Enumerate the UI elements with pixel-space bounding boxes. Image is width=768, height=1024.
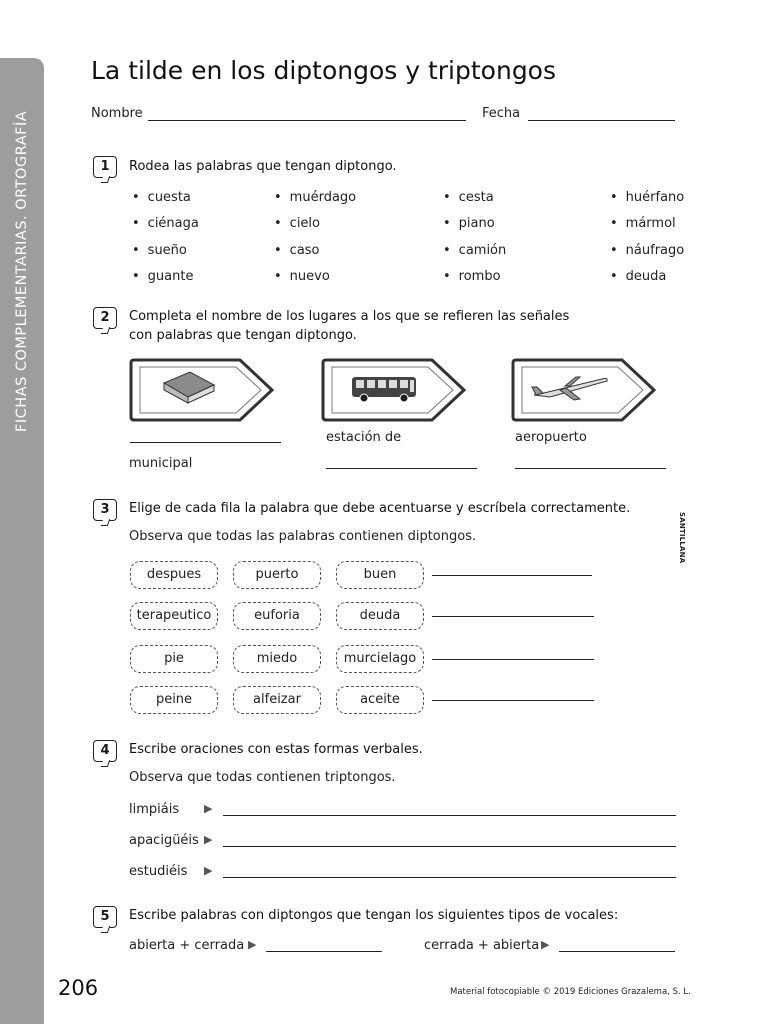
answer-line-municipal[interactable] xyxy=(130,442,281,443)
list-item[interactable]: • cielo xyxy=(274,211,356,237)
book-sign xyxy=(128,357,276,423)
label-municipal: municipal xyxy=(129,456,193,471)
verb-label: apacigüéis xyxy=(129,833,199,848)
exercise-2-instruction xyxy=(129,307,569,345)
page-title: La tilde en los diptongos y triptongos xyxy=(91,56,557,85)
arrow-right-icon: ▶ xyxy=(541,938,550,951)
bus-sign xyxy=(320,357,468,423)
answer-line-aeropuerto[interactable] xyxy=(515,468,666,469)
exercise-3-number: 3 xyxy=(93,499,117,521)
list-item[interactable]: • piano xyxy=(443,211,506,237)
exercise-1-column-1 xyxy=(132,185,199,290)
airplane-sign xyxy=(510,357,658,423)
word-option[interactable]: deuda xyxy=(336,602,424,630)
arrow-right-icon: ▶ xyxy=(204,802,213,815)
list-item[interactable]: • muérdago xyxy=(274,185,356,211)
list-item[interactable]: • caso xyxy=(274,238,356,264)
answer-line-right[interactable] xyxy=(559,951,675,952)
exercise-1-column-4 xyxy=(610,185,684,290)
word-option[interactable]: alfeizar xyxy=(233,686,321,714)
word-option[interactable]: euforia xyxy=(233,602,321,630)
sidebar-label: FICHAS COMPLEMENTARIAS. ORTOGRAFÍA xyxy=(14,110,30,432)
list-item[interactable]: • guante xyxy=(132,264,199,290)
word-option[interactable]: puerto xyxy=(233,561,321,589)
list-item[interactable]: • ciénaga xyxy=(132,211,199,237)
word-option[interactable]: despues xyxy=(130,561,218,589)
sentence-line[interactable] xyxy=(223,877,676,878)
list-item[interactable]: • cuesta xyxy=(132,185,199,211)
word-option[interactable]: pie xyxy=(130,645,218,673)
word-option[interactable]: terapeutico xyxy=(130,602,218,630)
label-estacion: estación de xyxy=(326,430,402,445)
left-vowel-type: abierta + cerrada xyxy=(129,938,245,953)
exercise-4-note: Observa que todas contienen triptongos. xyxy=(129,770,396,785)
verb-label: limpiáis xyxy=(129,802,180,817)
sentence-line[interactable] xyxy=(223,846,676,847)
exercise-1-number: 1 xyxy=(93,156,117,178)
list-item[interactable]: • mármol xyxy=(610,211,684,237)
verb-label: estudiéis xyxy=(129,864,188,879)
exercise-3-instruction: Elige de cada fila la palabra que debe acentuarse y escríbela correctamente. xyxy=(129,501,631,516)
word-option[interactable]: murcielago xyxy=(336,645,424,673)
exercise-2-number: 2 xyxy=(93,307,117,329)
exercise-4-instruction: Escribe oraciones con estas formas verbales. xyxy=(129,742,423,757)
exercise-2-instruction-line-1: Completa el nombre de los lugares a los que se refieren las señales xyxy=(129,309,570,324)
word-option[interactable]: buen xyxy=(336,561,424,589)
answer-line-left[interactable] xyxy=(266,951,382,952)
word-option[interactable]: miedo xyxy=(233,645,321,673)
word-option[interactable]: peine xyxy=(130,686,218,714)
answer-line[interactable] xyxy=(432,575,592,576)
answer-line[interactable] xyxy=(432,700,594,701)
arrow-right-icon: ▶ xyxy=(204,833,213,846)
list-item[interactable]: • deuda xyxy=(610,264,684,290)
exercise-4-number: 4 xyxy=(93,740,117,762)
word-option[interactable]: aceite xyxy=(336,686,424,714)
arrow-right-icon: ▶ xyxy=(248,938,257,951)
exercise-1-column-2 xyxy=(274,185,356,290)
answer-line[interactable] xyxy=(432,659,594,660)
exercise-5-instruction: Escribe palabras con diptongos que tengan los siguientes tipos de vocales: xyxy=(129,908,619,923)
list-item[interactable]: • camión xyxy=(443,238,506,264)
right-vowel-type: cerrada + abierta xyxy=(424,938,540,953)
list-item[interactable]: • nuevo xyxy=(274,264,356,290)
date-label: Fecha xyxy=(482,106,521,121)
name-label: Nombre xyxy=(91,106,143,121)
copyright-notice: Material fotocopiable © 2019 Ediciones Grazalema, S. L. xyxy=(450,987,691,997)
exercise-1-column-3 xyxy=(443,185,506,290)
list-item[interactable]: • cesta xyxy=(443,185,506,211)
list-item[interactable]: • rombo xyxy=(443,264,506,290)
exercise-5-number: 5 xyxy=(93,906,117,928)
date-field[interactable] xyxy=(528,120,675,121)
exercise-1-instruction: Rodea las palabras que tengan diptongo. xyxy=(129,159,397,174)
publisher-brand: SANTILLANA xyxy=(678,512,686,564)
list-item[interactable]: • sueño xyxy=(132,238,199,264)
page-number: 206 xyxy=(58,976,99,1000)
list-item[interactable]: • huérfano xyxy=(610,185,684,211)
exercise-3-note: Observa que todas las palabras contienen diptongos. xyxy=(129,529,477,544)
name-field[interactable] xyxy=(148,120,466,121)
answer-line[interactable] xyxy=(432,616,594,617)
arrow-right-icon: ▶ xyxy=(204,864,213,877)
exercise-2-instruction-line-2: con palabras que tengan diptongo. xyxy=(129,328,357,343)
label-aeropuerto: aeropuerto xyxy=(515,430,587,445)
list-item[interactable]: • náufrago xyxy=(610,238,684,264)
answer-line-estacion[interactable] xyxy=(326,468,477,469)
sentence-line[interactable] xyxy=(223,815,676,816)
